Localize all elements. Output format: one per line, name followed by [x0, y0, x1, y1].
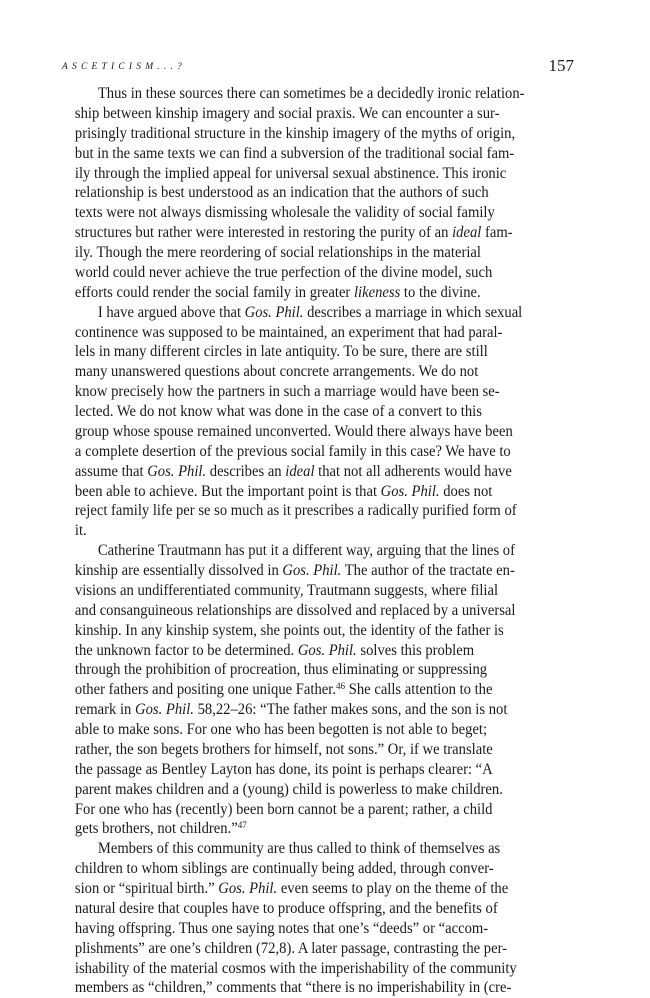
text-line: ishability of the material cosmos with the imperishability of the community — [74, 959, 517, 977]
text-line: remark in Gos. Phil. 58,22–26: “The father makes sons, and the son is not — [74, 701, 508, 719]
text-line: Catherine Trautmann has put it a different way, arguing that the lines of — [97, 542, 515, 560]
text-line: members as “children,” comments that “there is no imperishability in (cre- — [74, 979, 512, 997]
text-line: lected. We do not know what was done in the case of a convert to this — [74, 403, 483, 420]
text-line: visions an undifferentiated community, Trautmann suggests, where filial — [74, 581, 499, 599]
italic-term: ideal — [452, 224, 482, 242]
text-line: For one who has (recently) been born cannot be a parent; rather, a child — [74, 800, 493, 818]
italic-term: Gos. Phil. — [380, 482, 440, 500]
text-line: ship between kinship imagery and social praxis. We can encounter a sur- — [74, 104, 500, 122]
italic-term: Gos. Phil. — [147, 462, 207, 480]
text-line: other fathers and positing one unique Father.$^{46}$ She calls attention to the — [74, 681, 493, 699]
text-line: Members of this community are thus called to think of themselves as — [97, 840, 501, 858]
running-head — [62, 56, 574, 80]
text-line: I have argued above that Gos. Phil. describes a marriage in which sexual — [97, 303, 523, 321]
text-line: it. — [74, 522, 87, 540]
text-line: kinship. In any kinship system, she points out, the identity of the father is — [74, 621, 504, 639]
italic-term: likeness — [354, 283, 401, 301]
text-line: know precisely how the partners in such a marriage would have been se- — [74, 383, 500, 401]
italic-term: Gos. Phil. — [218, 880, 278, 897]
italic-term: Gos. Phil. — [297, 641, 357, 659]
text-line: gets brothers, not children.”$^{47}$ — [74, 820, 247, 838]
text-line: kinship are essentially dissolved in Gos. Phil. The author of the tractate en- — [74, 562, 515, 579]
text-line: continence was supposed to be maintained, an experiment that had paral- — [74, 323, 503, 341]
text-line: many unanswered questions about concrete arrangements. We do not — [74, 363, 479, 381]
page-number: 157 — [548, 56, 574, 75]
text-line: Thus in these sources there can sometimes be a decidedly ironic relation- — [97, 85, 525, 102]
text-line: been able to achieve. But the important point is that Gos. Phil. does not — [74, 482, 493, 500]
text-line: texts were not always dismissing wholesale the validity of social family — [74, 204, 495, 222]
italic-term: Gos. Phil. — [282, 562, 342, 579]
footnote-ref: 47 — [237, 821, 247, 832]
text-line: the passage as Bentley Layton has done, its point is perhaps clearer: “A — [74, 760, 493, 778]
text-line: through the prohibition of procreation, thus eliminating or suppressing — [74, 661, 488, 679]
text-line: group whose spouse remained unconverted. Would there always have been — [74, 422, 513, 440]
text-line: children to whom siblings are continually being added, through conver- — [74, 860, 494, 878]
text-line: plishments” are one’s children (72,8). A later passage, contrasting the per- — [74, 939, 508, 957]
text-line: sion or “spiritual birth.” Gos. Phil. even seems to play on the theme of the — [74, 880, 509, 897]
italic-term: Gos. Phil. — [244, 303, 304, 321]
text-line: ily. Though the mere reordering of social relationships in the material — [74, 244, 482, 261]
paragraph-2 — [76, 303, 573, 542]
text-line: the unknown factor to be determined. Gos. Phil. solves this problem — [74, 641, 475, 659]
footnote-ref: 46 — [336, 682, 346, 693]
text-line: lels in many different circles in late antiquity. To be sure, there are still — [74, 343, 488, 361]
text-line: but in the same texts we can find a subversion of the traditional social fam- — [74, 144, 515, 162]
body-text — [76, 84, 573, 998]
paragraph-1 — [76, 84, 573, 303]
text-line: reject family life per se so much as it prescribes a radically purified form of — [74, 502, 517, 520]
paragraph-4 — [76, 839, 573, 998]
text-line: structures but rather were interested in restoring the purity of an ideal fam- — [74, 224, 513, 242]
text-line: rather, the son begets brothers for himself, not sons.” Or, if we translate — [74, 740, 493, 758]
text-line: assume that Gos. Phil. describes an ideal that not all adherents would have — [74, 462, 512, 480]
text-line: relationship is best understood as an indication that the authors of such — [74, 184, 489, 202]
italic-term: ideal — [285, 462, 315, 480]
text-line: able to make sons. For one who has been begotten is not able to beget; — [74, 721, 488, 738]
text-line: natural desire that couples have to produce offspring, and the benefits of — [74, 899, 498, 917]
text-line: prisingly traditional structure in the kinship imagery of the myths of origin, — [74, 124, 516, 142]
text-line: having offspring. Thus one saying notes that one’s “deeds” or “accom- — [74, 919, 489, 937]
running-title: ASCETICISM...? — [62, 62, 186, 72]
text-line: world could never achieve the true perfection of the divine model, such — [74, 263, 493, 281]
paragraph-3 — [76, 541, 573, 839]
italic-term: Gos. Phil. — [135, 701, 194, 719]
text-line: and consanguineous relationships are dissolved and replaced by a universal — [74, 601, 516, 619]
text-line: ily through the implied appeal for universal sexual abstinence. This ironic — [74, 164, 507, 182]
text-line: efforts could render the social family in greater likeness to the divine. — [74, 283, 481, 301]
text-line: parent makes children and a (young) child is powerless to make children. — [74, 780, 503, 798]
text-line: a complete desertion of the previous social family in this case? We have to — [74, 442, 511, 460]
